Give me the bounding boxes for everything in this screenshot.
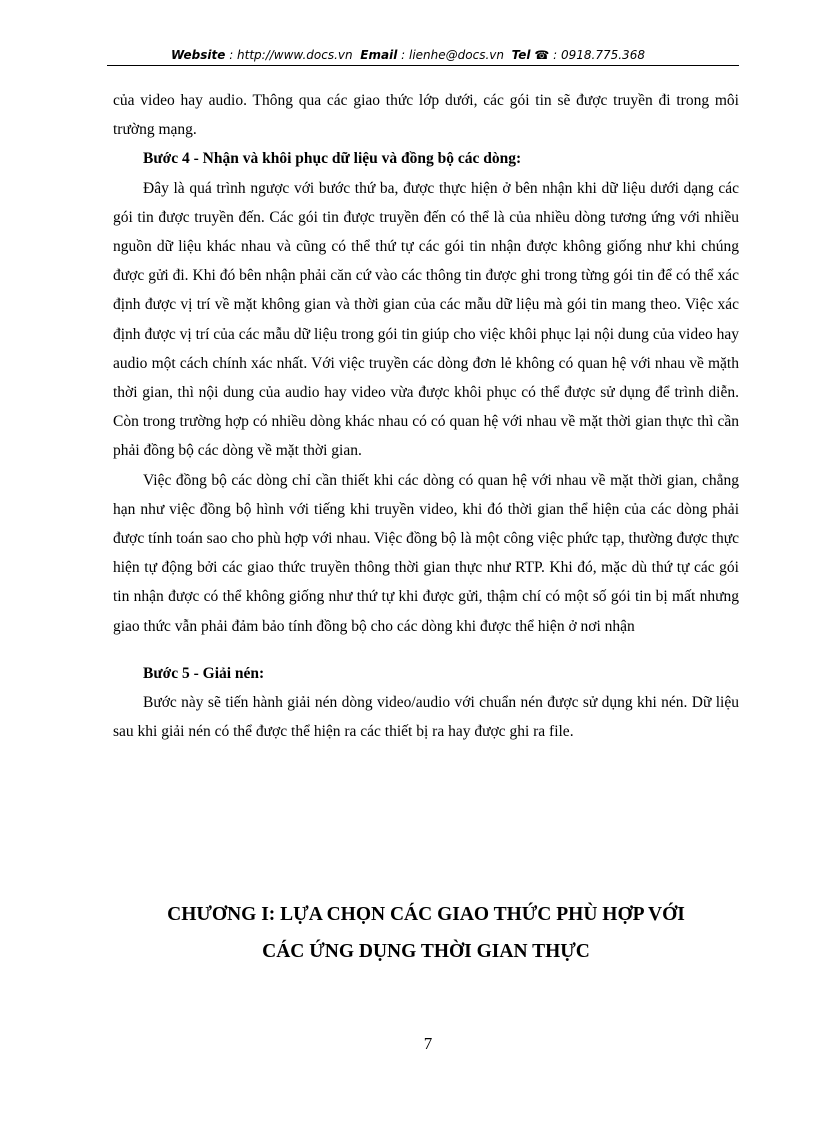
page-number: 7 — [423, 1034, 433, 1053]
chapter-title-line-2: CÁC ỨNG DỤNG THỜI GIAN THỰC — [262, 941, 590, 962]
step4-heading: Bước 4 - Nhận và khôi phục dữ liệu và đồng bộ các dòng: — [143, 150, 522, 168]
tel-value: : 0918.775.368 — [553, 48, 645, 62]
step4-paragraph-1: Đây là quá trình ngược với bước thứ ba, được thực hiện ở bên nhận khi dữ liệu dưới dạng các gói tin được truyền đến. Các gói tin được truyền đến có thể là của nhiều dòng tương ứng với nhiều nguồn dữ liệu khác nhau và cũng có thể thứ tự các gói tin nhận được không giống như khi chúng được gửi đi. Khi đó bên nhận phải căn cứ vào các thông tin được ghi trong từng gói tin để có thể xác định được vị trí về mặt không gian và thời gian của các mẫu dữ liệu mà gói tin mang theo. Việc xác định được vị trí của các mẫu dữ liệu trong gói tin giúp cho việc khôi phục lại nội dung của video hay audio một cách chính xác nhất. Với việc truyền các dòng đơn lẻ không có quan hệ với nhau về mặth thời gian, thì nội dung của audio hay video vừa được khôi phục có thể được sử dụng để trình diễn. Còn trong trường hợp có nhiều dòng khác nhau có có quan hệ với nhau về mặt thời gian thực thì cần phải đồng bộ các dòng về mặt thời gian. — [113, 179, 739, 460]
website-value: : http://www.docs.vn — [229, 48, 353, 62]
header-rule — [107, 65, 739, 66]
page-body — [113, 86, 739, 746]
tel-label: Tel — [511, 48, 531, 62]
paragraph-continued: của video hay audio. Thông qua các giao thức lớp dưới, các gói tin sẽ được truyền đi trong môi trường mạng. — [113, 92, 739, 139]
email-label: Email — [360, 48, 398, 62]
chapter-title — [113, 896, 739, 970]
paragraph-gap — [113, 641, 739, 659]
email-value: : lienhe@docs.vn — [401, 48, 504, 62]
step5-paragraph-1: Bước này sẽ tiến hành giải nén dòng video/audio với chuẩn nén được sử dụng khi nén. Dữ liệu sau khi giải nén có thể được thể hiện ra các thiết bị ra hay được ghi ra file. — [113, 694, 739, 741]
step4-paragraph-2: Việc đồng bộ các dòng chỉ cần thiết khi các dòng có quan hệ với nhau về mặt thời gian, chẳng hạn như việc đồng bộ hình với tiếng khi truyền video, khi đó thời gian thể hiện của các dòng phải được tính toán sao cho phù hợp với nhau. Việc đồng bộ là một công việc phức tạp, thường được thực hiện tự động bởi các giao thức truyền thông thời gian thực như RTP. Khi đó, mặc dù thứ tự các gói tin nhận được có thể không giống như thứ tự khi được gửi, thậm chí có một số gói tin bị mất nhưng giao thức vẫn phải đảm bảo tính đồng bộ cho các dòng khi được thể hiện ở nơi nhận — [113, 471, 739, 635]
page-header — [0, 47, 816, 63]
website-label: Website — [171, 48, 226, 62]
step5-heading: Bước 5 - Giải nén: — [143, 664, 265, 682]
phone-icon: ☎ — [534, 48, 550, 62]
chapter-title-line-1: CHƯƠNG I: LỰA CHỌN CÁC GIAO THỨC PHÙ HỢP VỚI — [167, 904, 685, 925]
